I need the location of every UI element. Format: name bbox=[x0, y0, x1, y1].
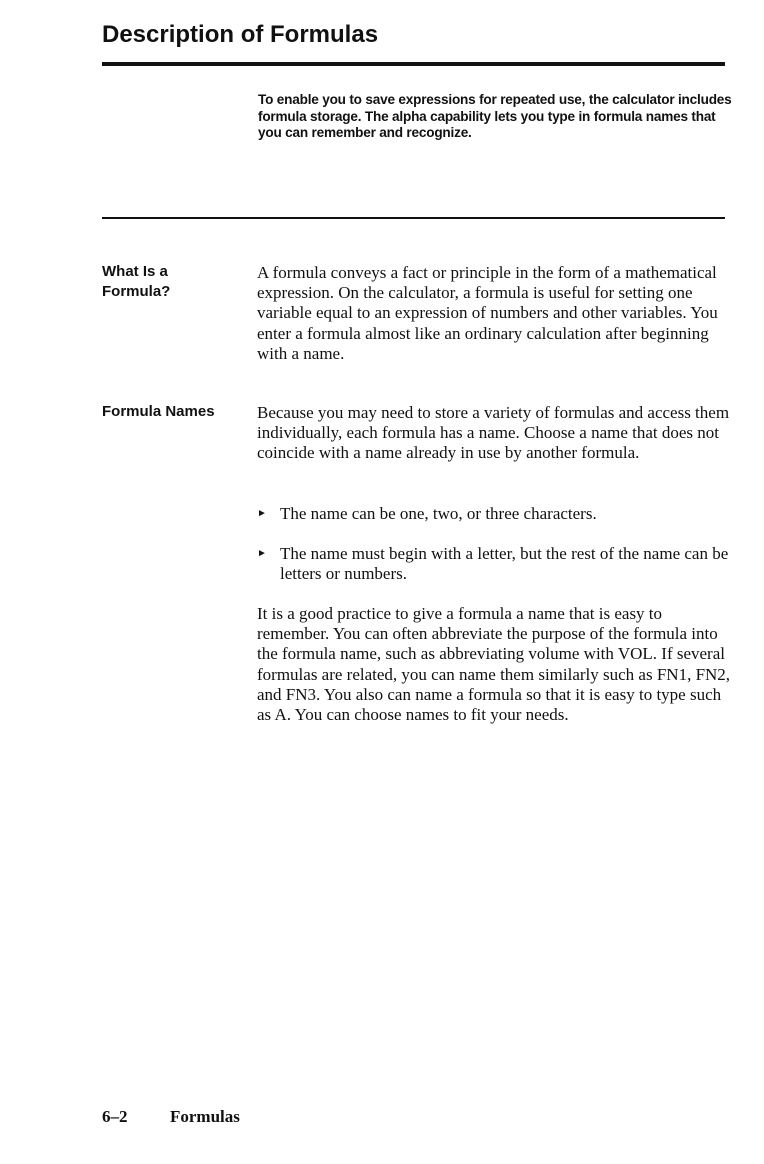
page-number: 6–2 bbox=[102, 1107, 128, 1126]
formula-names-paragraph-1: Because you may need to store a variety of formulas and access them individually, each formula has a name. Choose a name that does not coincide with a name already in use by another formula. bbox=[257, 403, 730, 463]
footer-chapter-title: Formulas bbox=[170, 1107, 240, 1126]
formula-names-paragraph-2: It is a good practice to give a formula a name that is easy to remember. You can often abbreviate the purpose of the formula into the formula name, such as abbreviating volume with VOL. If several formulas are related, you can name them similarly such as FN1, FN2, and FN3. You also can name a formula so that it is easy to type such as A. You can choose names to fit your needs. bbox=[257, 604, 731, 725]
bullet-text: The name can be one, two, or three characters. bbox=[280, 504, 597, 523]
bullet-item bbox=[257, 504, 737, 524]
side-heading-formula-names: Formula Names bbox=[102, 403, 215, 420]
triangle-bullet-icon: ► bbox=[257, 508, 267, 519]
bullet-text: The name must begin with a letter, but the rest of the name can be letters or numbers. bbox=[280, 544, 729, 584]
side-heading-what-is-a-formula bbox=[102, 262, 170, 302]
page-title: Description of Formulas bbox=[102, 21, 379, 48]
bullet-item bbox=[257, 544, 737, 584]
header-rule bbox=[102, 62, 725, 66]
section-divider bbox=[102, 217, 725, 219]
side-heading-line-2: Formula? bbox=[102, 283, 171, 300]
what-is-a-formula-paragraph: A formula conveys a fact or principle in the form of a mathematical expression. On the calculator, a formula is useful for setting one variable equal to an expression of numbers and other variables. You enter a formula almost like an ordinary calculation after beginning with a name. bbox=[257, 263, 718, 363]
triangle-bullet-icon: ► bbox=[257, 548, 267, 559]
side-heading-line-1: What Is a bbox=[102, 263, 168, 280]
intro-paragraph: To enable you to save expressions for repeated use, the calculator includes formula storage. The alpha capability lets you type in formula names that you can remember and recognize. bbox=[258, 92, 732, 140]
